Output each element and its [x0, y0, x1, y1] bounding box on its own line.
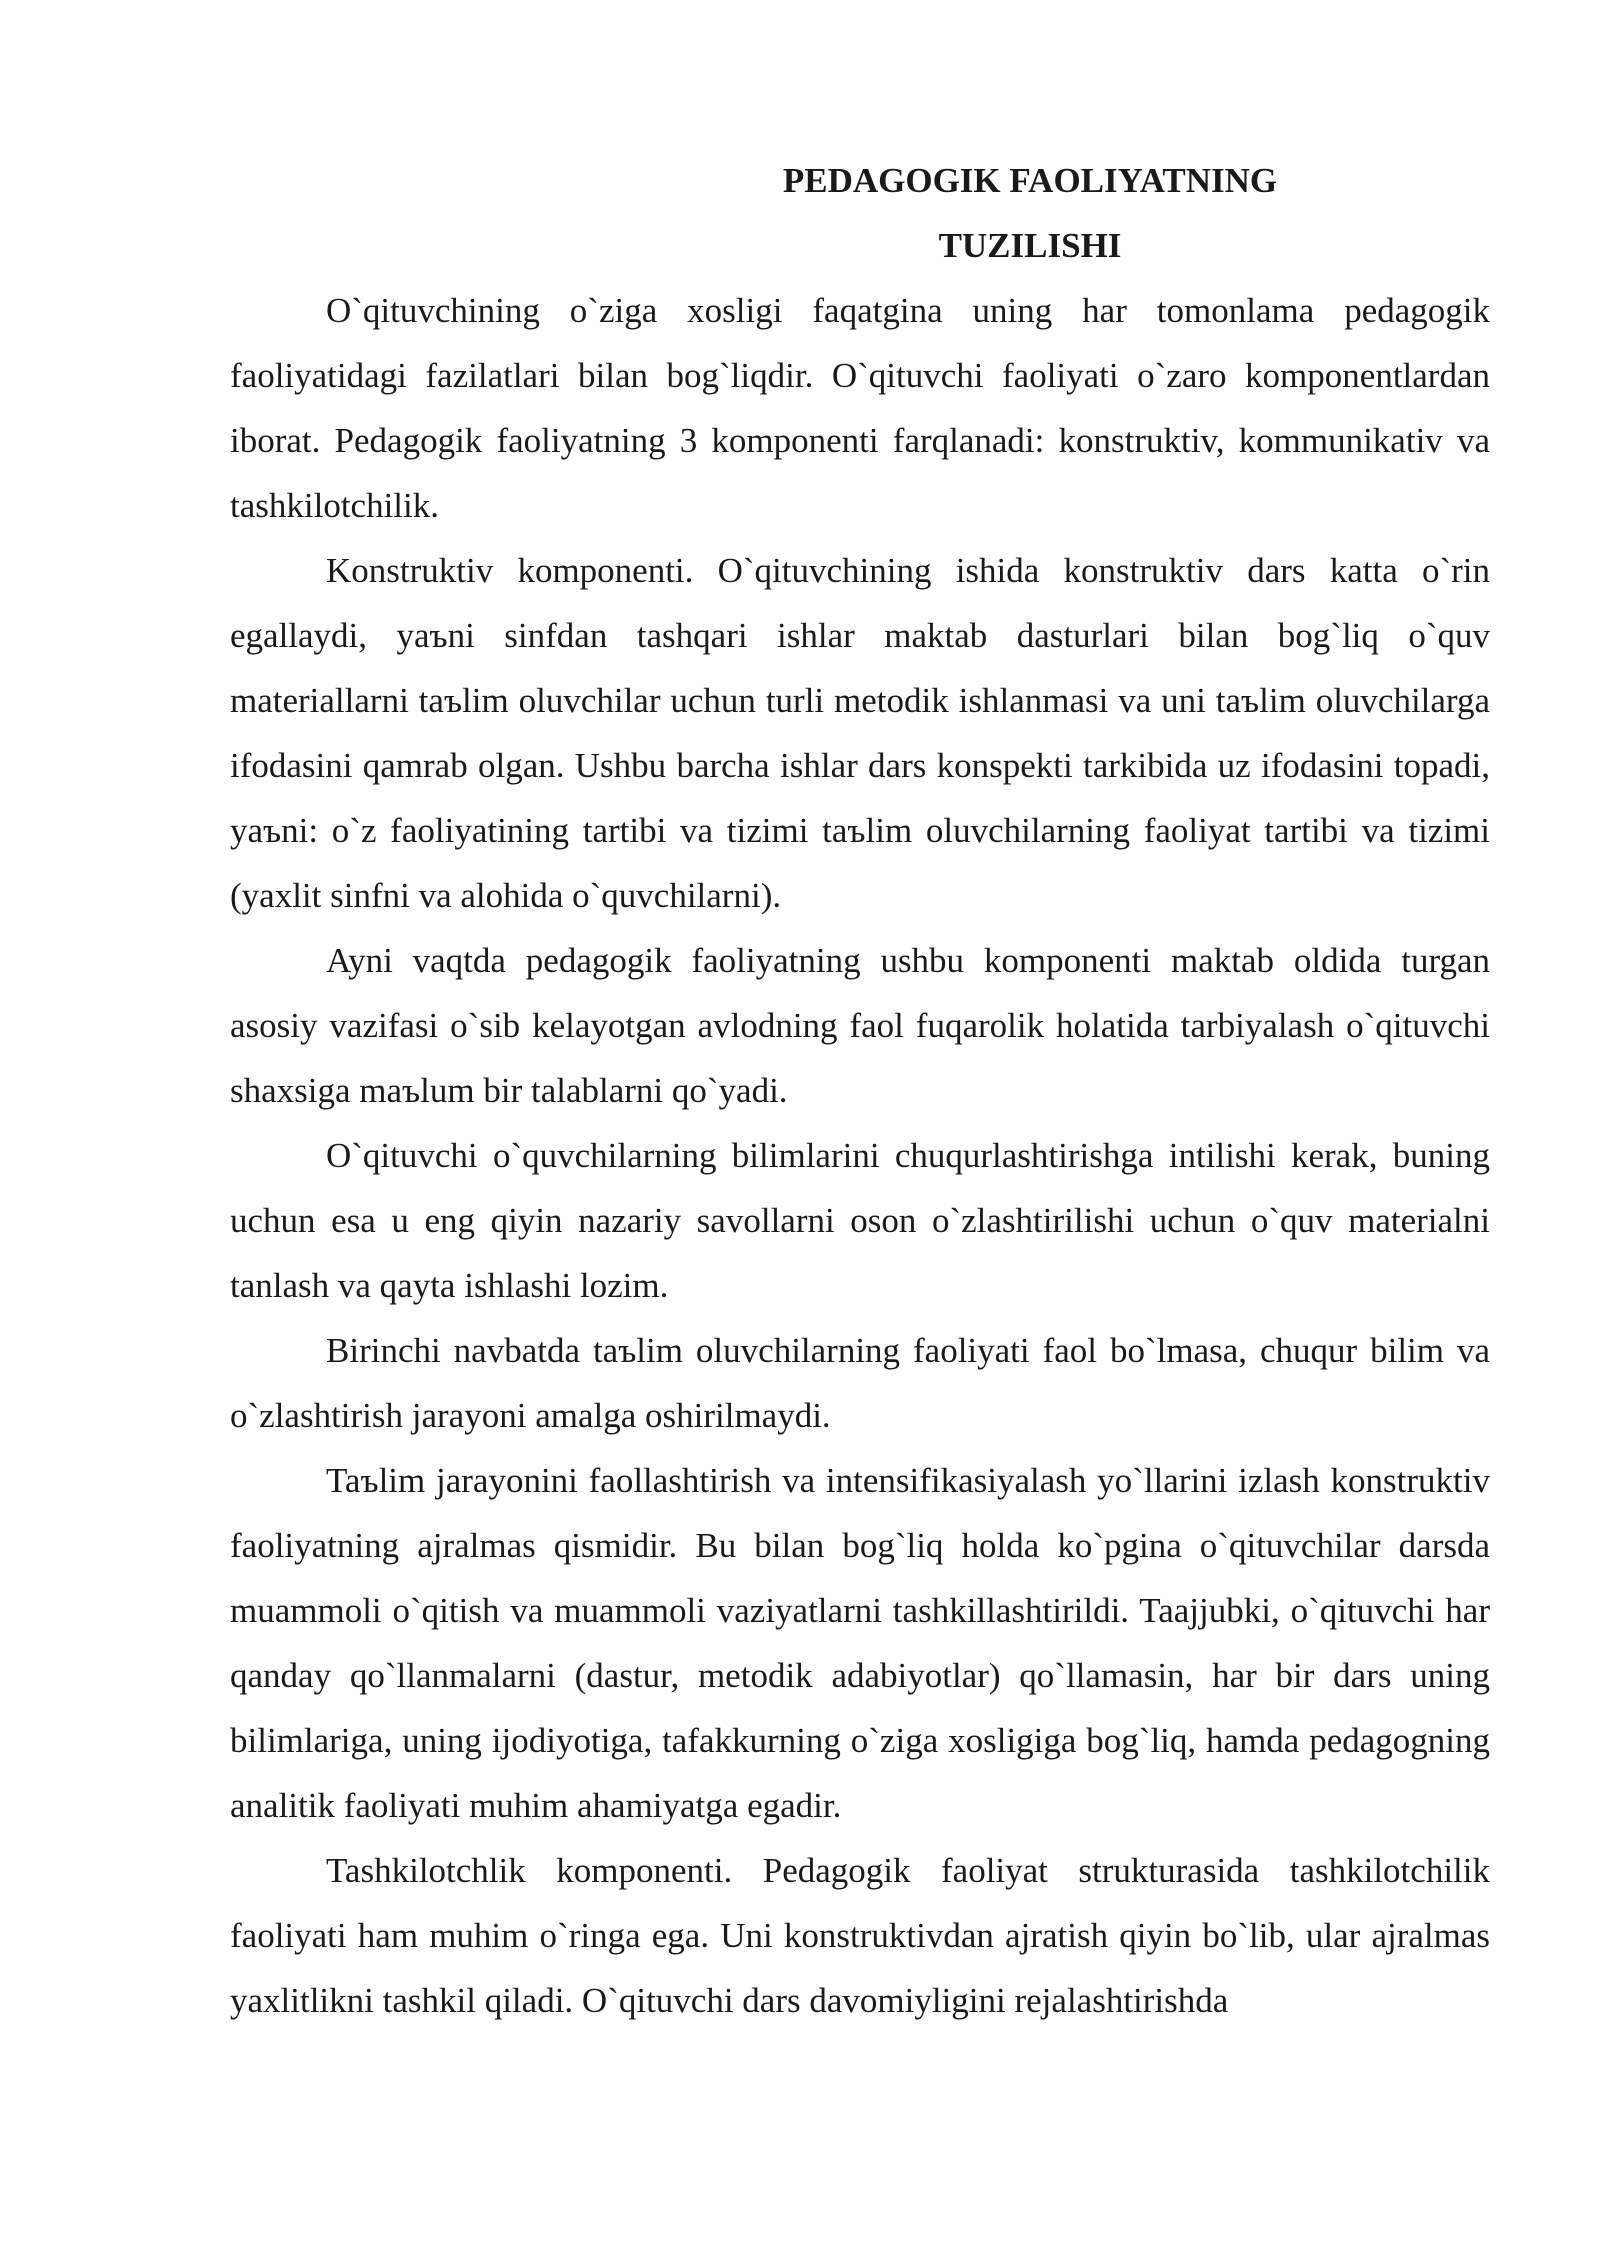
title-line-2: TUZILISHI [938, 226, 1122, 265]
paragraph-1: O`qituvchining o`ziga xosligi faqatgina uning har tomonlama pedagogik faoliyatidagi fazilatlari bilan bog`liqdir. O`qituvchi faoliyati o`zaro komponentlardan iborat. Pedagogik faoliyatning 3 komponenti farqlanadi: konstruktiv, kommunikativ va tashkilotchilik. [230, 291, 1490, 525]
paragraph-4: O`qituvchi o`quvchilarning bilimlarini chuqurlashtirishga intilishi kerak, buning uchun esa u eng qiyin nazariy savollarni oson o`zlashtirilishi uchun o`quv materialni tanlash va qayta ishlashi lozim. [230, 1136, 1490, 1305]
paragraph-3: Ayni vaqtda pedagogik faoliyatning ushbu komponenti maktab oldida turgan asosiy vazifasi o`sib kelayotgan avlodning faol fuqarolik holatida tarbiyalash o`qituvchi shaxsiga maъlum bir talablarni qo`yadi. [230, 941, 1490, 1110]
paragraph-5: Birinchi navbatda taъlim oluvchilarning faoliyati faol bo`lmasa, chuqur bilim va o`zlashtirish jarayoni amalga oshirilmaydi. [230, 1331, 1490, 1435]
paragraph-2: Konstruktiv komponenti. O`qituvchining ishida konstruktiv dars katta o`rin egallaydi, yaъni sinfdan tashqari ishlar maktab dasturlari bilan bog`liq o`quv materiallarni taъlim oluvchilar uchun turli metodik ishlanmasi va uni taъlim oluvchilarga ifodasini qamrab olgan. Ushbu barcha ishlar dars konspekti tarkibida uz ifodasini topadi, yaъni: o`z faoliyatining tartibi va tizimi taъlim oluvchilarning faoliyat tartibi va tizimi (yaxlit sinfni va alohida o`quvchilarni). [230, 551, 1490, 915]
paragraph-7: Tashkilotchlik komponenti. Pedagogik faoliyat strukturasida tashkilotchilik faoliyati ham muhim o`ringa ega. Uni konstruktivdan ajratish qiyin bo`lib, ular ajralmas yaxlitlikni tashkil qiladi. O`qituvchi dars davomiyligini rejalashtirishda [230, 1851, 1490, 2020]
title-line-1: PEDAGOGIK FAOLIYATNING [782, 161, 1278, 200]
document-title [230, 148, 1490, 278]
paragraph-6: Taъlim jarayonini faollashtirish va intensifikasiyalash yo`llarini izlash konstruktiv faoliyatning ajralmas qismidir. Bu bilan bog`liq holda ko`pgina o`qituvchilar darsda muammoli o`qitish va muammoli vaziyatlarni tashkillashtirildi. Taajjubki, o`qituvchi har qanday qo`llanmalarni (dastur, metodik adabiyotlar) qo`llamasin, har bir dars uning bilimlariga, uning ijodiyotiga, tafakkurning o`ziga xosligiga bog`liq, hamda pedagogning analitik faoliyati muhim ahamiyatga egadir. [230, 1461, 1490, 1825]
document-page [230, 148, 1490, 2033]
